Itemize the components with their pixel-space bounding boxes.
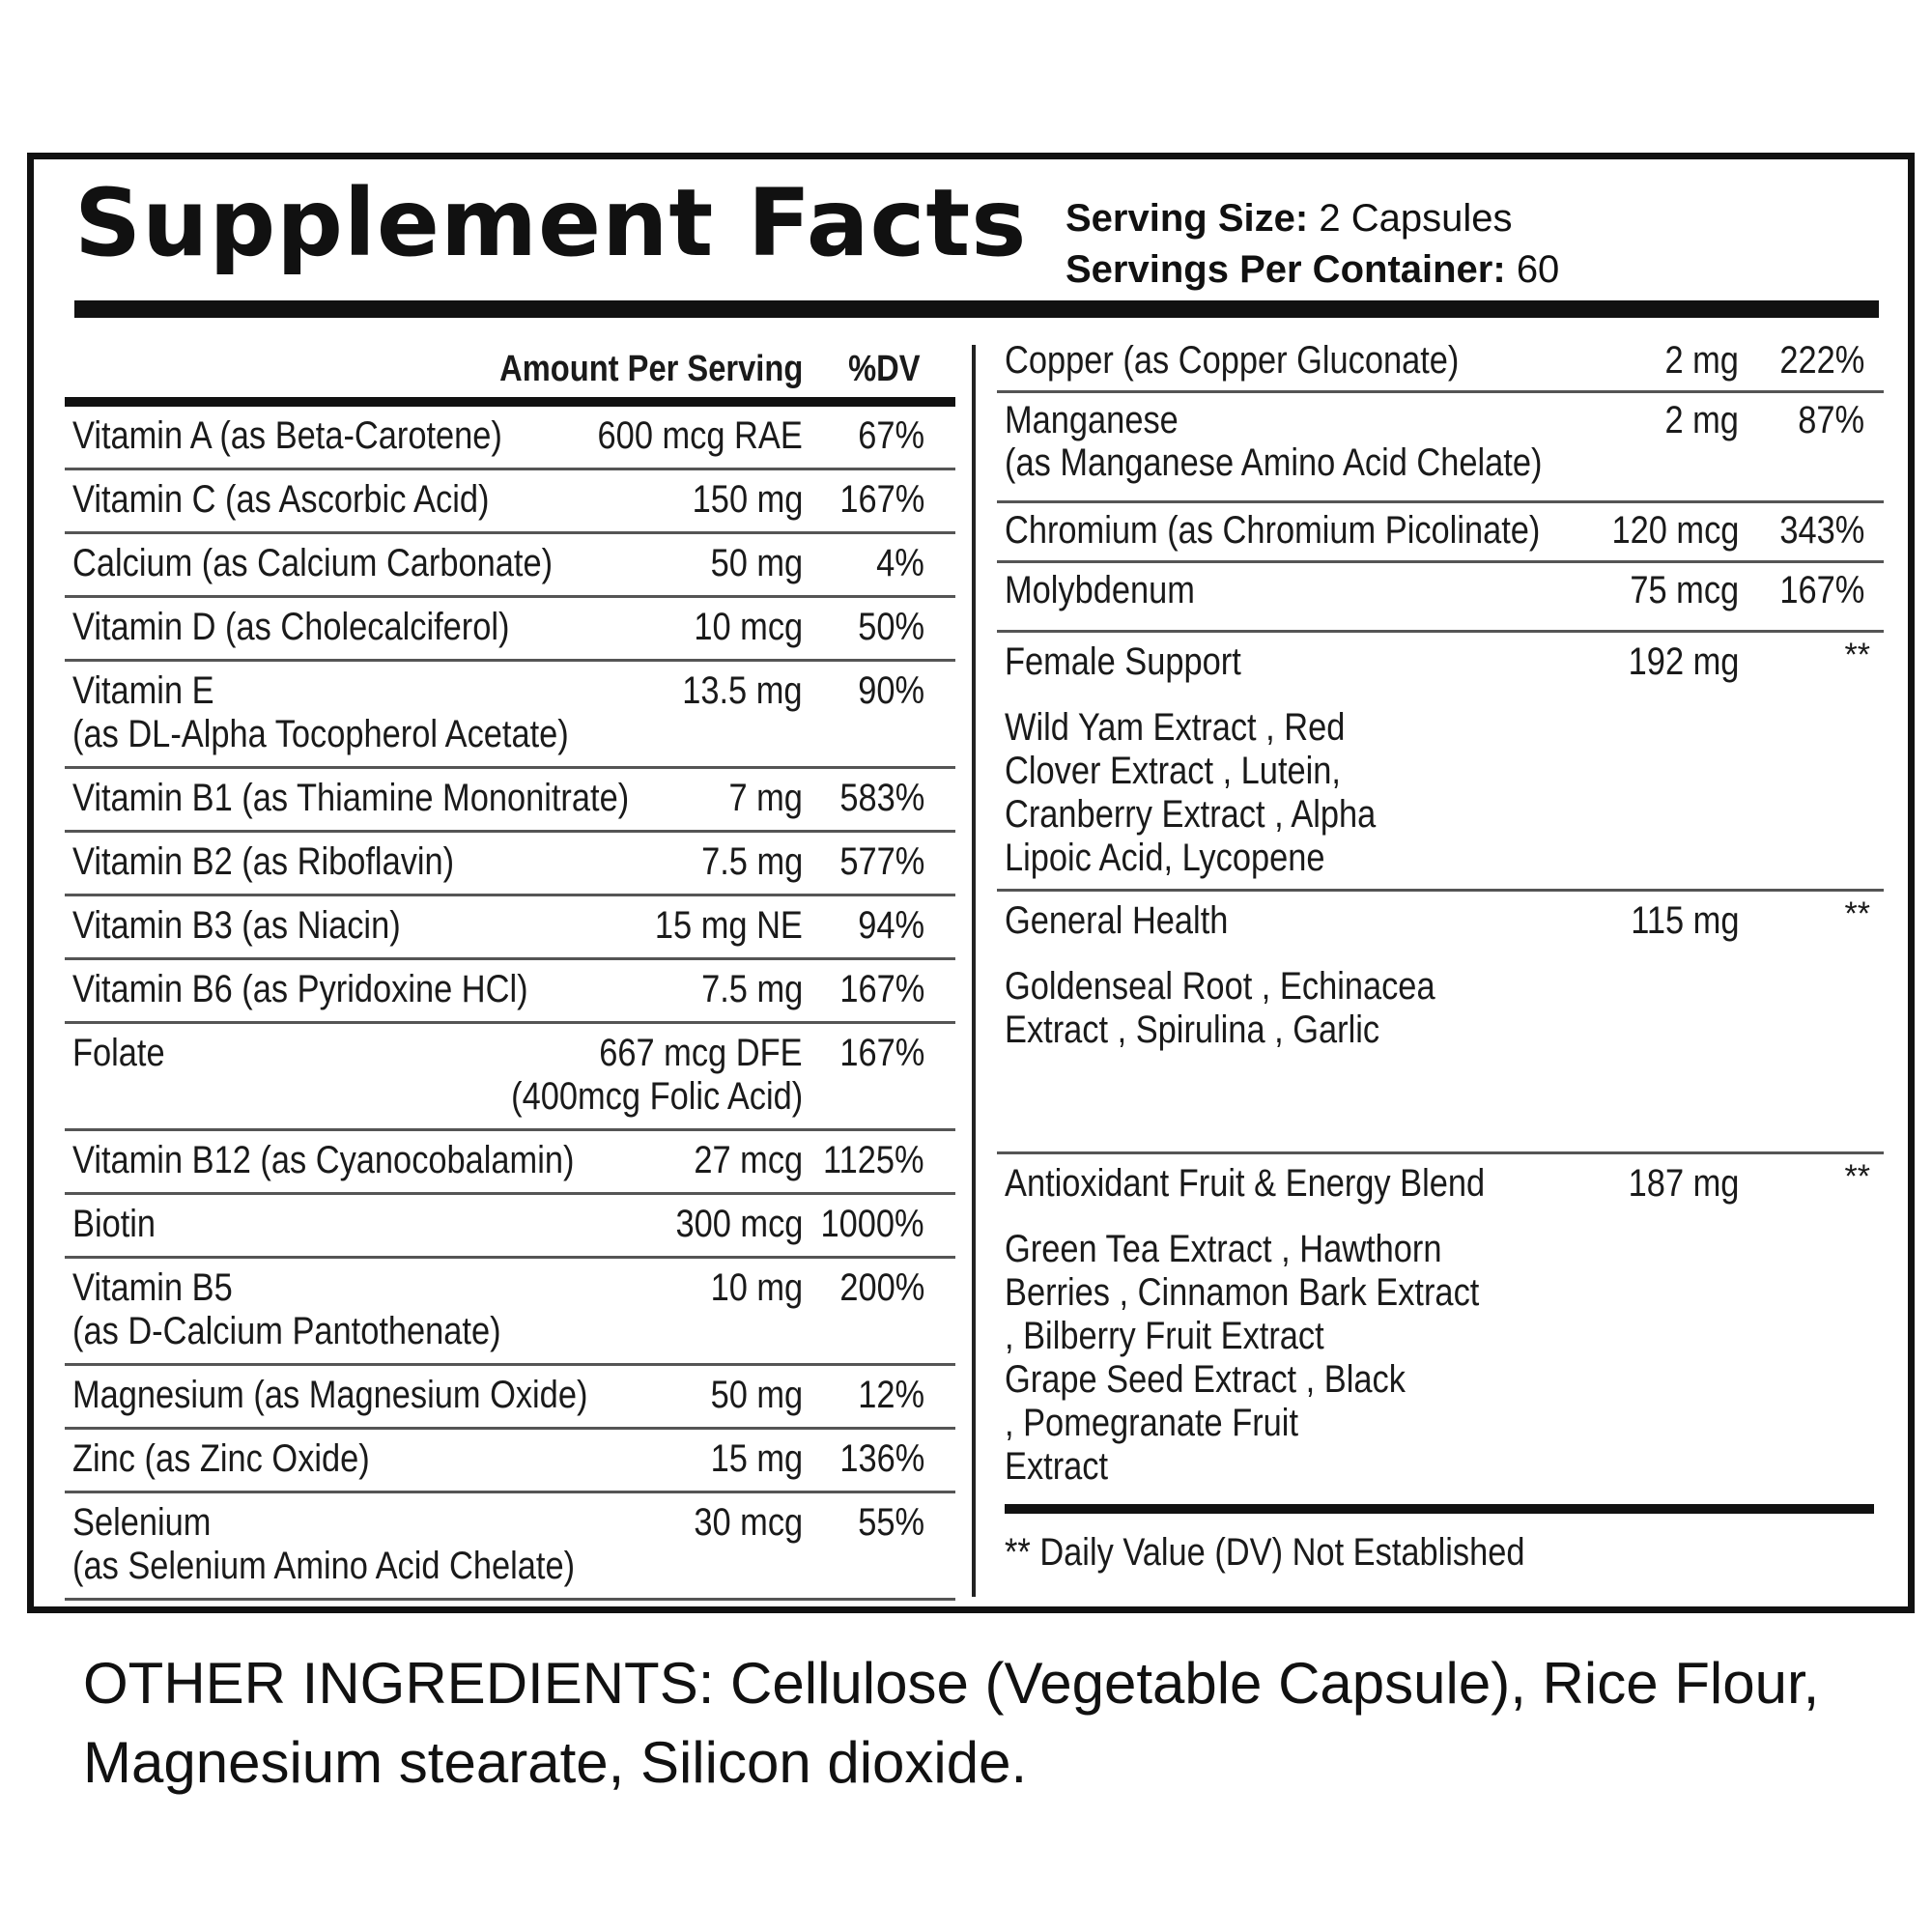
blend-ingredients-line: , Bilberry Fruit Extract [1005,1315,1324,1357]
blend-ingredients-line: Wild Yam Extract , Red [1005,706,1346,749]
blend-ingredients-line: Grape Seed Extract , Black [1005,1358,1406,1401]
nutrient-name: Vitamin C (as Ascorbic Acid) [72,478,490,521]
nutrient-amount: 27 mcg [694,1139,803,1181]
nutrient-dv: 87% [1798,399,1864,441]
nutrient-name: Vitamin B1 (as Thiamine Mononitrate) [72,777,630,819]
serving-info [1065,193,1559,296]
nutrient-name: Vitamin B12 (as Cyanocobalamin) [72,1139,575,1181]
nutrient-dv: 167% [839,968,924,1010]
serving-size-value: 2 Capsules [1319,197,1513,240]
nutrient-dv: 136% [839,1437,924,1480]
blend-ingredients-line: Green Tea Extract , Hawthorn [1005,1228,1442,1270]
servings-per-container-value: 60 [1516,248,1560,291]
dv-not-established-mark: ** [1844,637,1870,673]
nutrient-name-detail: (as Manganese Amino Acid Chelate) [1005,441,1543,484]
nutrient-row [65,662,955,769]
blend-name: Antioxidant Fruit & Energy Blend [1005,1162,1486,1205]
right-nutrient-column [997,333,1884,1575]
serving-size [1065,193,1559,244]
blend-amount: 187 mg [1628,1162,1739,1205]
nutrient-row [65,407,955,470]
blend-ingredients-line: Clover Extract , Lutein, [1005,750,1341,792]
nutrient-row [65,960,955,1024]
nutrient-row [65,1131,955,1195]
nutrient-amount: 600 mcg RAE [597,414,803,457]
blend-ingredients-line: Berries , Cinnamon Bark Extract [1005,1271,1480,1314]
nutrient-name: Copper (as Copper Gluconate) [1005,339,1460,382]
dv-not-established-mark: ** [1844,1158,1870,1195]
nutrient-amount: 50 mg [710,542,803,584]
servings-per-container [1065,244,1559,296]
nutrient-dv: 167% [839,478,924,521]
nutrient-amount: 15 mg [710,1437,803,1480]
serving-size-label: Serving Size: [1065,197,1309,240]
nutrient-name-detail: (as D-Calcium Pantothenate) [72,1310,501,1352]
nutrient-row [997,333,1884,393]
blend-ingredients-line: Extract [1005,1445,1109,1488]
panel-title: Supplement Facts [74,169,1028,277]
blend-name: Female Support [1005,640,1241,683]
nutrient-dv: 343% [1779,509,1864,552]
blend-ingredients-line: , Pomegranate Fruit [1005,1402,1299,1444]
nutrient-amount-detail: (400mcg Folic Acid) [510,1075,803,1118]
nutrient-dv: 167% [839,1032,924,1074]
nutrient-name-detail: (as Selenium Amino Acid Chelate) [72,1545,576,1587]
blend-amount: 115 mg [1630,899,1739,942]
nutrient-dv: 222% [1779,339,1864,382]
nutrient-name: Calcium (as Calcium Carbonate) [72,542,554,584]
nutrient-dv: 55% [858,1501,924,1544]
nutrient-row [65,833,955,896]
header-thick-rule [65,397,955,407]
nutrient-dv: 50% [858,606,924,648]
nutrient-dv: 1000% [820,1203,924,1245]
nutrient-row [65,470,955,534]
nutrient-row [65,598,955,662]
blend-ingredients-line: Cranberry Extract , Alpha [1005,793,1377,836]
nutrient-row [65,896,955,960]
blend-amount: 192 mg [1628,640,1739,683]
nutrient-amount: 7 mg [728,777,803,819]
nutrient-name: Chromium (as Chromium Picolinate) [1005,509,1541,552]
nutrient-dv: 577% [839,840,924,883]
dv-header: %DV [848,349,921,389]
blend-row [997,1154,1884,1504]
nutrient-name: Vitamin B5 [72,1266,233,1309]
other-ingredients: OTHER INGREDIENTS: Cellulose (Vegetable Capsule), Rice Flour, Magnesium stearate, Silicon dioxide. [83,1651,1820,1795]
left-nutrient-column [65,331,955,1601]
nutrient-amount: 7.5 mg [700,968,803,1010]
nutrient-dv: 4% [876,542,924,584]
nutrient-row [65,1493,955,1601]
nutrient-amount: 50 mg [710,1374,803,1416]
nutrient-dv: 1125% [823,1139,924,1181]
nutrient-name-detail: (as DL-Alpha Tocopherol Acetate) [72,713,569,755]
column-divider [972,345,976,1597]
nutrient-name: Magnesium (as Magnesium Oxide) [72,1374,588,1416]
nutrient-row [65,1430,955,1493]
nutrient-name: Manganese [1005,399,1179,441]
proprietary-blends [997,633,1884,1504]
nutrient-amount: 300 mcg [675,1203,803,1245]
nutrient-amount: 150 mg [692,478,803,521]
nutrient-name: Vitamin B3 (as Niacin) [72,904,401,947]
supplement-facts-panel [27,153,1915,1613]
nutrient-row [65,1259,955,1366]
right-nutrient-rows [997,333,1884,633]
nutrient-name: Vitamin D (as Cholecalciferol) [72,606,510,648]
blend-ingredients-line: Lipoic Acid, Lycopene [1005,837,1325,879]
nutrient-row [65,1024,955,1131]
nutrient-row [65,1195,955,1259]
nutrient-name: Vitamin A (as Beta-Carotene) [72,414,502,457]
top-thick-rule [74,300,1879,318]
nutrient-name: Vitamin B2 (as Riboflavin) [72,840,455,883]
nutrient-amount: 13.5 mg [682,669,803,712]
blend-ingredients-line: Extract , Spirulina , Garlic [1005,1009,1380,1051]
nutrient-dv: 167% [1779,569,1864,611]
nutrient-amount: 2 mg [1664,339,1739,382]
dv-footnote: ** Daily Value (DV) Not Established [1005,1531,1525,1574]
nutrient-name: Selenium [72,1501,212,1544]
nutrient-name: Vitamin B6 (as Pyridoxine HCl) [72,968,528,1010]
nutrient-amount: 10 mg [710,1266,803,1309]
nutrient-dv: 94% [858,904,924,947]
nutrient-row [65,1366,955,1430]
nutrient-dv: 583% [839,777,924,819]
blend-name: General Health [1005,899,1229,942]
left-nutrient-rows [65,407,955,1601]
nutrient-amount: 15 mg NE [655,904,803,947]
nutrient-row [997,503,1884,563]
nutrient-dv: 90% [858,669,924,712]
nutrient-amount: 30 mcg [694,1501,803,1544]
nutrient-row [65,534,955,598]
nutrient-amount: 75 mcg [1630,569,1739,611]
nutrient-row [997,563,1884,633]
nutrient-amount: 120 mcg [1611,509,1739,552]
blend-row [997,633,1884,892]
nutrient-row [65,769,955,833]
nutrient-row [997,393,1884,503]
nutrient-amount: 7.5 mg [700,840,803,883]
column-header [65,331,955,397]
nutrient-name: Vitamin E [72,669,214,712]
nutrient-amount: 2 mg [1664,399,1739,441]
bottom-thick-rule [1005,1504,1874,1514]
nutrient-amount: 667 mcg DFE [599,1032,803,1074]
nutrient-dv: 200% [839,1266,924,1309]
nutrient-dv: 67% [858,414,924,457]
nutrient-name: Biotin [72,1203,156,1245]
nutrient-name: Molybdenum [1005,569,1195,611]
nutrient-dv: 12% [858,1374,924,1416]
nutrient-amount: 10 mcg [694,606,803,648]
blend-row [997,892,1884,1154]
nutrient-name: Folate [72,1032,165,1074]
nutrient-name: Zinc (as Zinc Oxide) [72,1437,370,1480]
servings-per-container-label: Servings Per Container: [1065,248,1506,291]
blend-ingredients-line: Goldenseal Root , Echinacea [1005,965,1435,1008]
amount-per-serving-header: Amount Per Serving [498,349,803,389]
dv-not-established-mark: ** [1844,895,1870,932]
